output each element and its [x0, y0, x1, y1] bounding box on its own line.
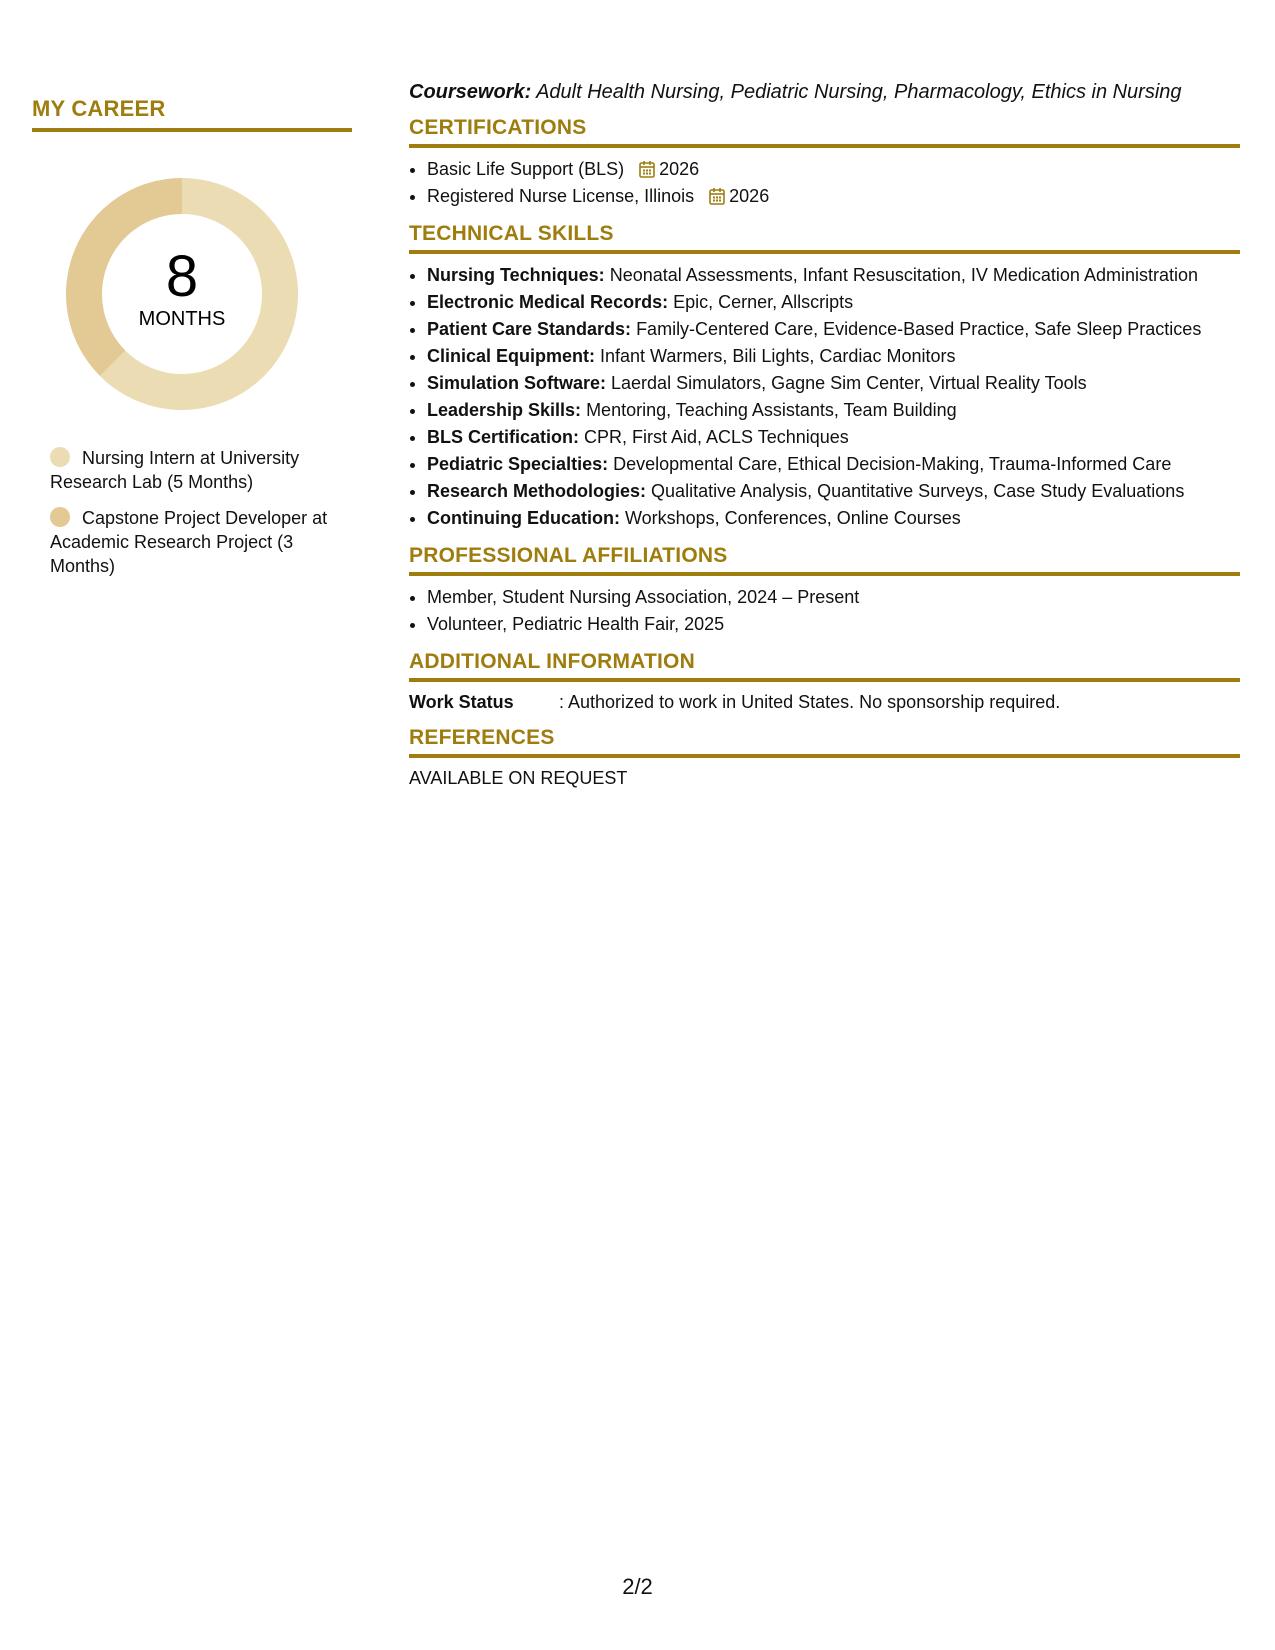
- skill-text: Neonatal Assessments, Infant Resuscitation, IV Medication Administration: [604, 265, 1198, 285]
- skill-text: Family-Centered Care, Evidence-Based Practice, Safe Sleep Practices: [631, 319, 1202, 339]
- career-sidebar: [32, 96, 352, 590]
- career-legend: [50, 446, 340, 578]
- legend-item: [50, 506, 340, 578]
- skill-text: Epic, Cerner, Allscripts: [668, 292, 854, 312]
- calendar-icon: [639, 160, 655, 178]
- skill-item: [427, 316, 1240, 343]
- certifications-list: [409, 156, 1240, 210]
- skill-text: Developmental Care, Ethical Decision-Making, Trauma-Informed Care: [608, 454, 1172, 474]
- work-status-row: [409, 690, 1240, 714]
- total-months-value: 8: [165, 244, 199, 309]
- technical-skills-section: [409, 222, 1240, 532]
- certification-name: Registered Nurse License, Illinois: [427, 186, 695, 206]
- affiliations-heading: PROFESSIONAL AFFILIATIONS: [409, 544, 1240, 576]
- skill-label: Pediatric Specialties:: [427, 454, 609, 474]
- certification-year: 2026: [659, 159, 700, 179]
- skill-item: [427, 478, 1240, 505]
- coursework-label: Coursework:: [409, 81, 532, 103]
- references-text: AVAILABLE ON REQUEST: [409, 768, 628, 788]
- additional-info-section: [409, 650, 1240, 714]
- affiliation-item: • Member, Student Nursing Association, 2024 – Present: [427, 584, 1240, 611]
- certification-year: 2026: [729, 186, 770, 206]
- certification-item: [427, 156, 1240, 183]
- certifications-section: [409, 116, 1240, 210]
- skill-item: [427, 370, 1240, 397]
- skill-item: [427, 343, 1240, 370]
- skill-label: Nursing Techniques:: [427, 265, 605, 285]
- legend-item: [50, 446, 340, 494]
- skill-text: Mentoring, Teaching Assistants, Team Building: [581, 400, 957, 420]
- legend-swatch: [50, 447, 70, 467]
- skill-label: Simulation Software:: [427, 373, 607, 393]
- skill-label: Research Methodologies:: [427, 481, 647, 501]
- skill-item: [427, 451, 1240, 478]
- skill-label: Leadership Skills:: [427, 400, 582, 420]
- skill-label: Patient Care Standards:: [427, 319, 632, 339]
- skill-item: [427, 397, 1240, 424]
- skill-item: [427, 289, 1240, 316]
- certifications-heading: CERTIFICATIONS: [409, 116, 1240, 148]
- main-content: [409, 80, 1240, 801]
- skill-text: Laerdal Simulators, Gagne Sim Center, Virtual Reality Tools: [606, 373, 1087, 393]
- references-heading: REFERENCES: [409, 726, 1240, 758]
- affiliations-section: [409, 544, 1240, 638]
- total-months-unit: MONTHS: [138, 308, 226, 330]
- skill-label: Electronic Medical Records:: [427, 292, 669, 312]
- technical-skills-list: [409, 262, 1240, 532]
- career-heading: MY CAREER: [32, 96, 352, 132]
- skill-item: [427, 424, 1240, 451]
- coursework-text: Adult Health Nursing, Pediatric Nursing, Pharmacology, Ethics in Nursing: [531, 81, 1182, 103]
- certification-name: Basic Life Support (BLS): [427, 159, 625, 179]
- legend-label: Capstone Project Developer at Academic Research Project (3 Months): [50, 508, 328, 576]
- skill-item: [427, 505, 1240, 532]
- page-number: 2/2: [622, 1574, 653, 1599]
- work-status-label: Work Status: [409, 692, 514, 712]
- calendar-icon: [709, 187, 725, 205]
- skill-text: Qualitative Analysis, Quantitative Surveys, Case Study Evaluations: [646, 481, 1185, 501]
- skill-text: Infant Warmers, Bili Lights, Cardiac Monitors: [595, 346, 956, 366]
- donut-center: [66, 178, 298, 410]
- skill-label: Clinical Equipment:: [427, 346, 596, 366]
- additional-info-heading: ADDITIONAL INFORMATION: [409, 650, 1240, 682]
- technical-skills-heading: TECHNICAL SKILLS: [409, 222, 1240, 254]
- certification-item: [427, 183, 1240, 210]
- work-status-value: : Authorized to work in United States. No sponsorship required.: [559, 692, 1061, 712]
- skill-label: Continuing Education:: [427, 508, 620, 528]
- affiliation-item: • Volunteer, Pediatric Health Fair, 2025: [427, 611, 1240, 638]
- coursework-line: [409, 80, 1240, 104]
- skill-text: Workshops, Conferences, Online Courses: [619, 508, 961, 528]
- references-section: [409, 726, 1240, 789]
- legend-label: Nursing Intern at University Research Lab (5 Months): [50, 448, 300, 492]
- career-donut-chart: [66, 178, 298, 410]
- skill-label: BLS Certification:: [427, 427, 580, 447]
- legend-swatch: [50, 507, 70, 527]
- skill-item: [427, 262, 1240, 289]
- affiliations-list: [409, 584, 1240, 638]
- skill-text: CPR, First Aid, ACLS Techniques: [579, 427, 849, 447]
